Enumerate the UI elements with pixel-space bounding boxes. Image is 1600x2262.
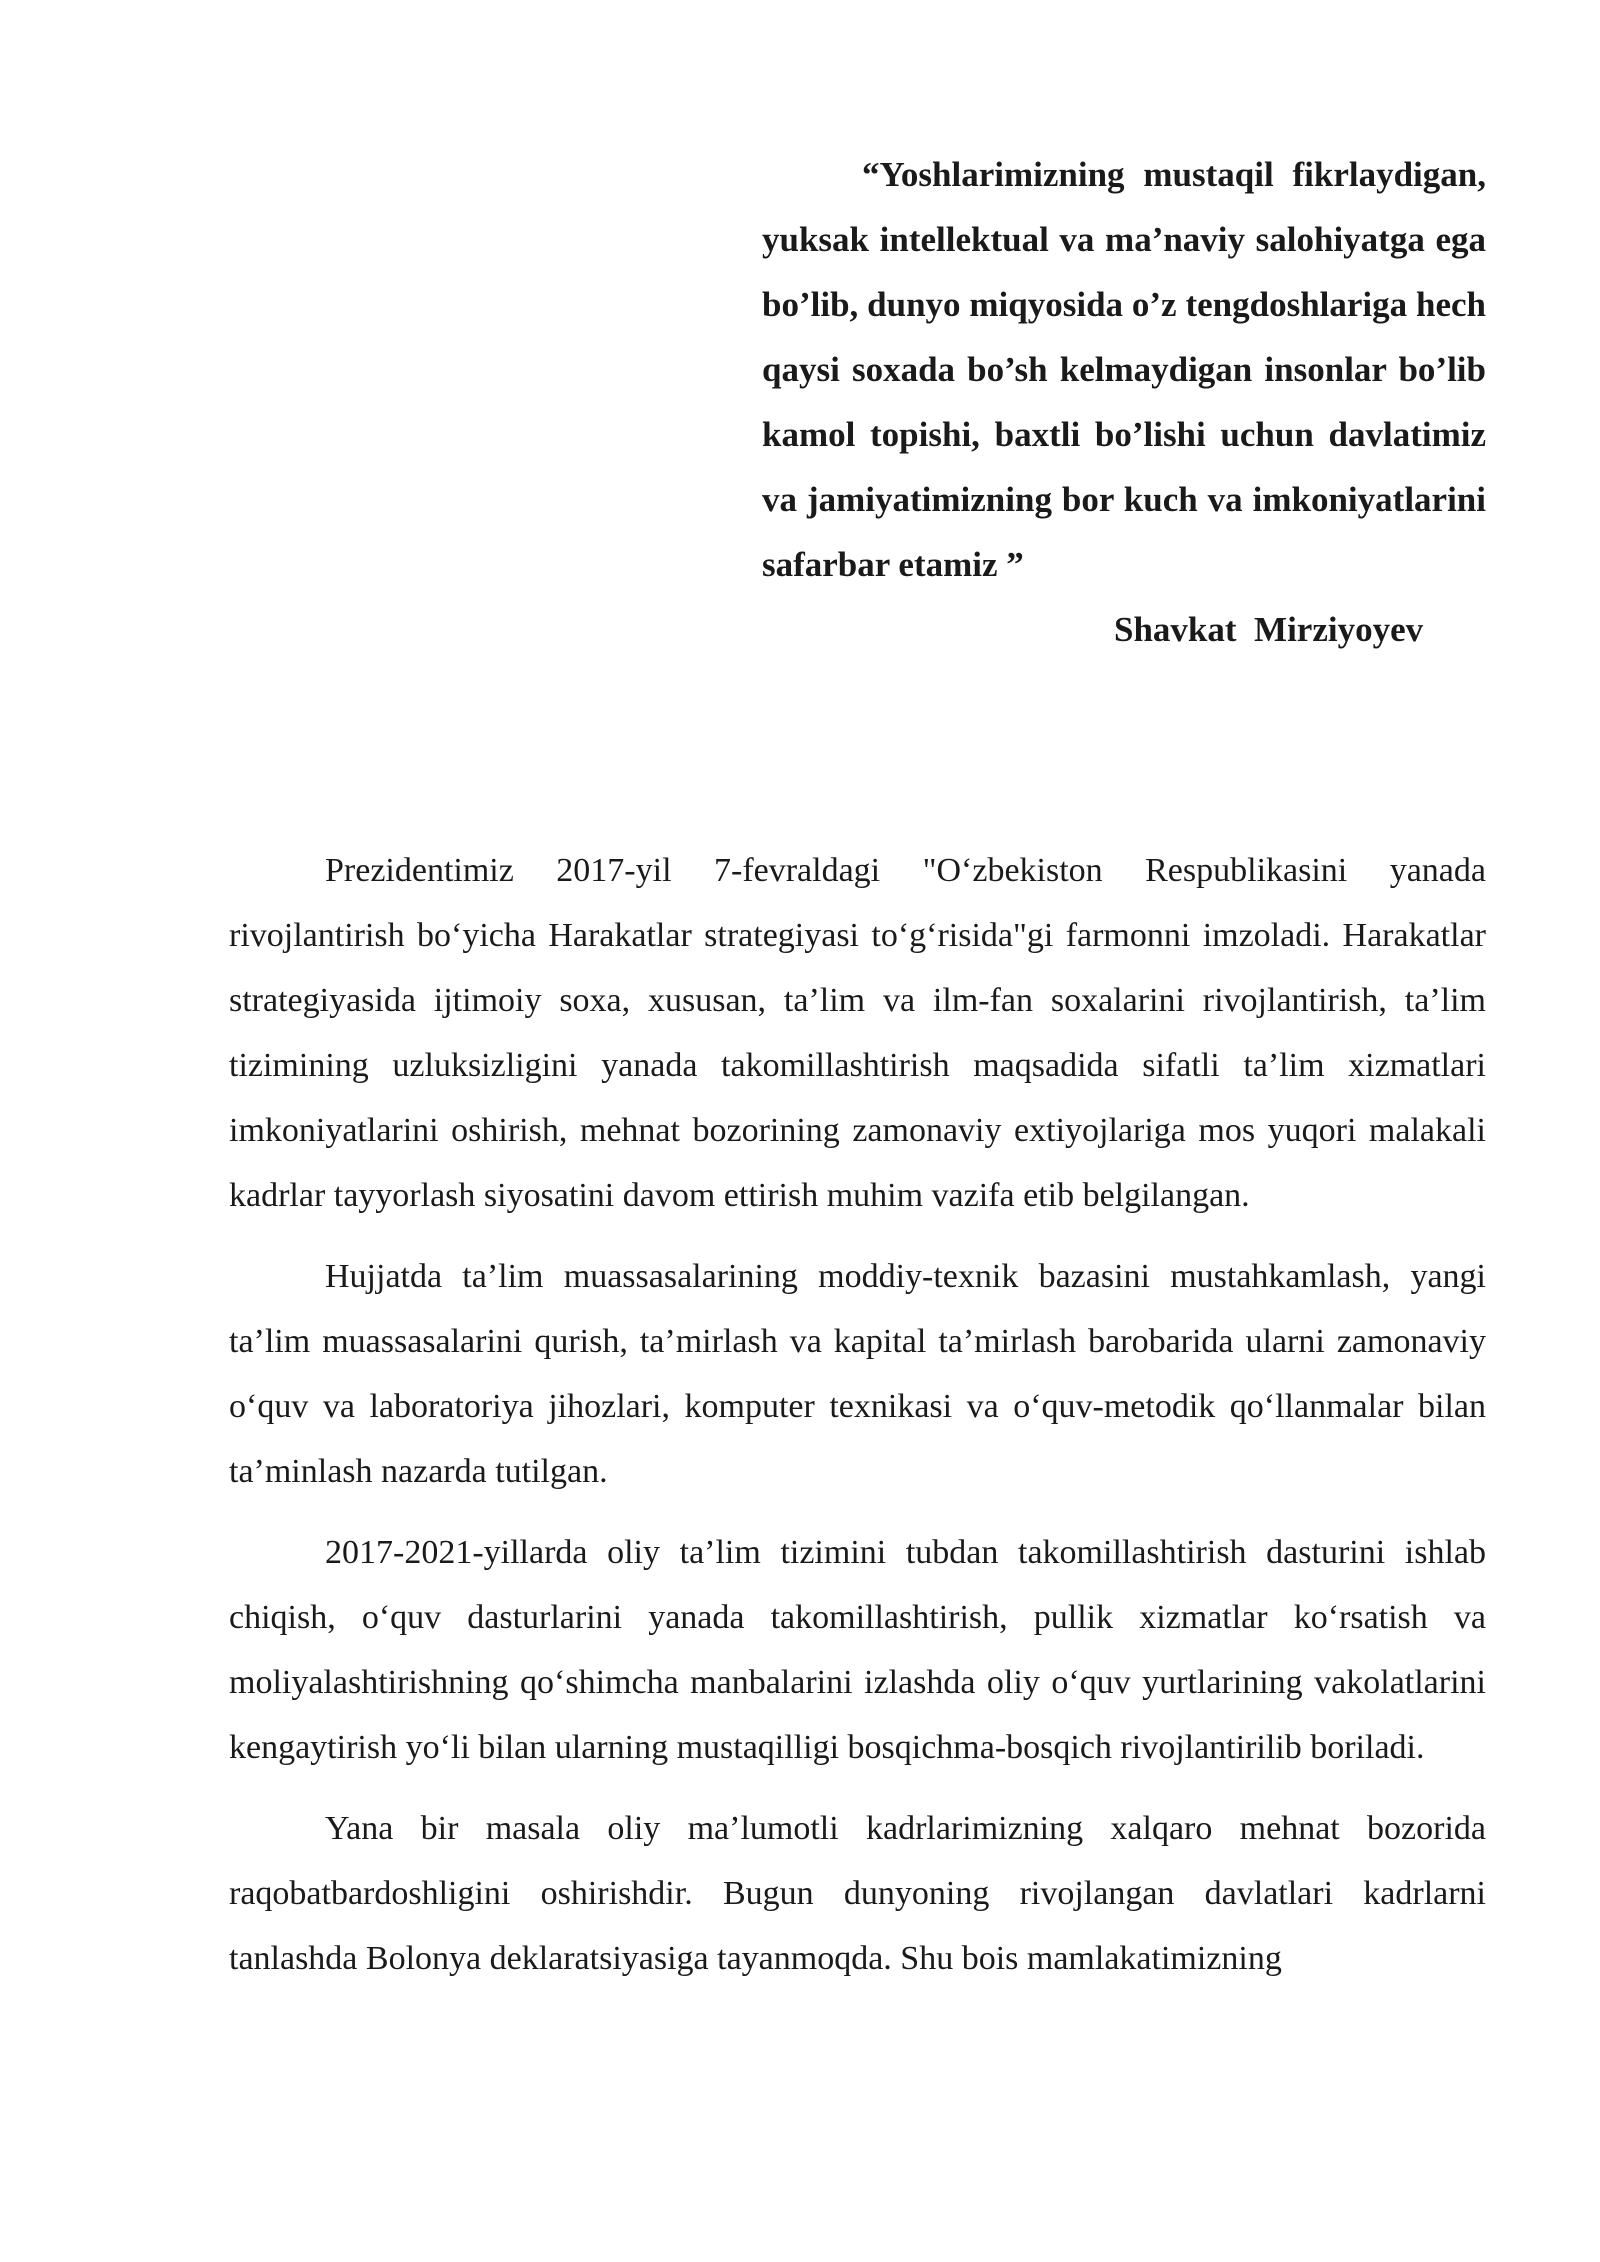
epigraph-quote: “Yoshlarimizning mustaqil fikrlaydigan, yuksak intellektual va ma’naviy salohiyatga ega bo’lib, dunyo miqyosida o’z tengdoshlariga hech qaysi soxada bo’sh kelmaydigan insonlar bo’lib kamol topishi, baxtli bo’lishi uchun davlatimiz va jamiyatimizning bor kuch va imkoniyatlarini safarbar etamiz ” — [762, 155, 1486, 584]
paragraph: Hujjatda ta’lim muassasalarining moddiy-texnik bazasini mustahkamlash, yangi ta’lim muassasalarini qurish, ta’mirlash va kapital ta’mirlash barobarida ularni zamonaviy o‘quv va laboratoriya jihozlari, komputer texnikasi va o‘quv-metodik qo‘llanmalar bilan ta’minlash nazarda tutilgan. — [229, 1258, 1486, 1490]
paragraph: 2017-2021-yillarda oliy ta’lim tizimini tubdan takomillashtirish dasturini ishlab chiqish, o‘quv dasturlarini yanada takomillashtirish, pullik xizmatlar ko‘rsatish va moliyalashtirishning qo‘shimcha manbalarini izlashda oliy o‘quv yurtlarining vakolatlarini kengaytirish yo‘li bilan ularning mustaqilligi bosqichma-bosqich rivojlantirilib boriladi. — [229, 1534, 1486, 1766]
epigraph-author: Shavkat Mirziyoyev — [1114, 610, 1424, 649]
epigraph — [762, 142, 1486, 662]
paragraph: Prezidentimiz 2017-yil 7-fevraldagi "O‘zbekiston Respublikasini yanada rivojlantirish bo‘yicha Harakatlar strategiyasi to‘g‘risida"gi farmonni imzoladi. Harakatlar strategiyasida ijtimoiy soxa, xususan, ta’lim va ilm-fan soxalarini rivojlantirish, ta’lim tizimining uzluksizligini yanada takomillashtirish maqsadida sifatli ta’lim xizmatlari imkoniyatlarini oshirish, mehnat bozorining zamonaviy extiyojlariga mos yuqori malakali kadrlar tayyorlash siyosatini davom ettirish muhim vazifa etib belgilangan. — [229, 852, 1486, 1214]
body-text — [229, 838, 1486, 2007]
paragraph: Yana bir masala oliy ma’lumotli kadrlarimizning xalqaro mehnat bozorida raqobatbardoshligini oshirishdir. Bugun dunyoning rivojlangan davlatlari kadrlarni tanlashda Bolonya deklaratsiyasiga tayanmoqda. Shu bois mamlakatimizning — [229, 1810, 1486, 1977]
